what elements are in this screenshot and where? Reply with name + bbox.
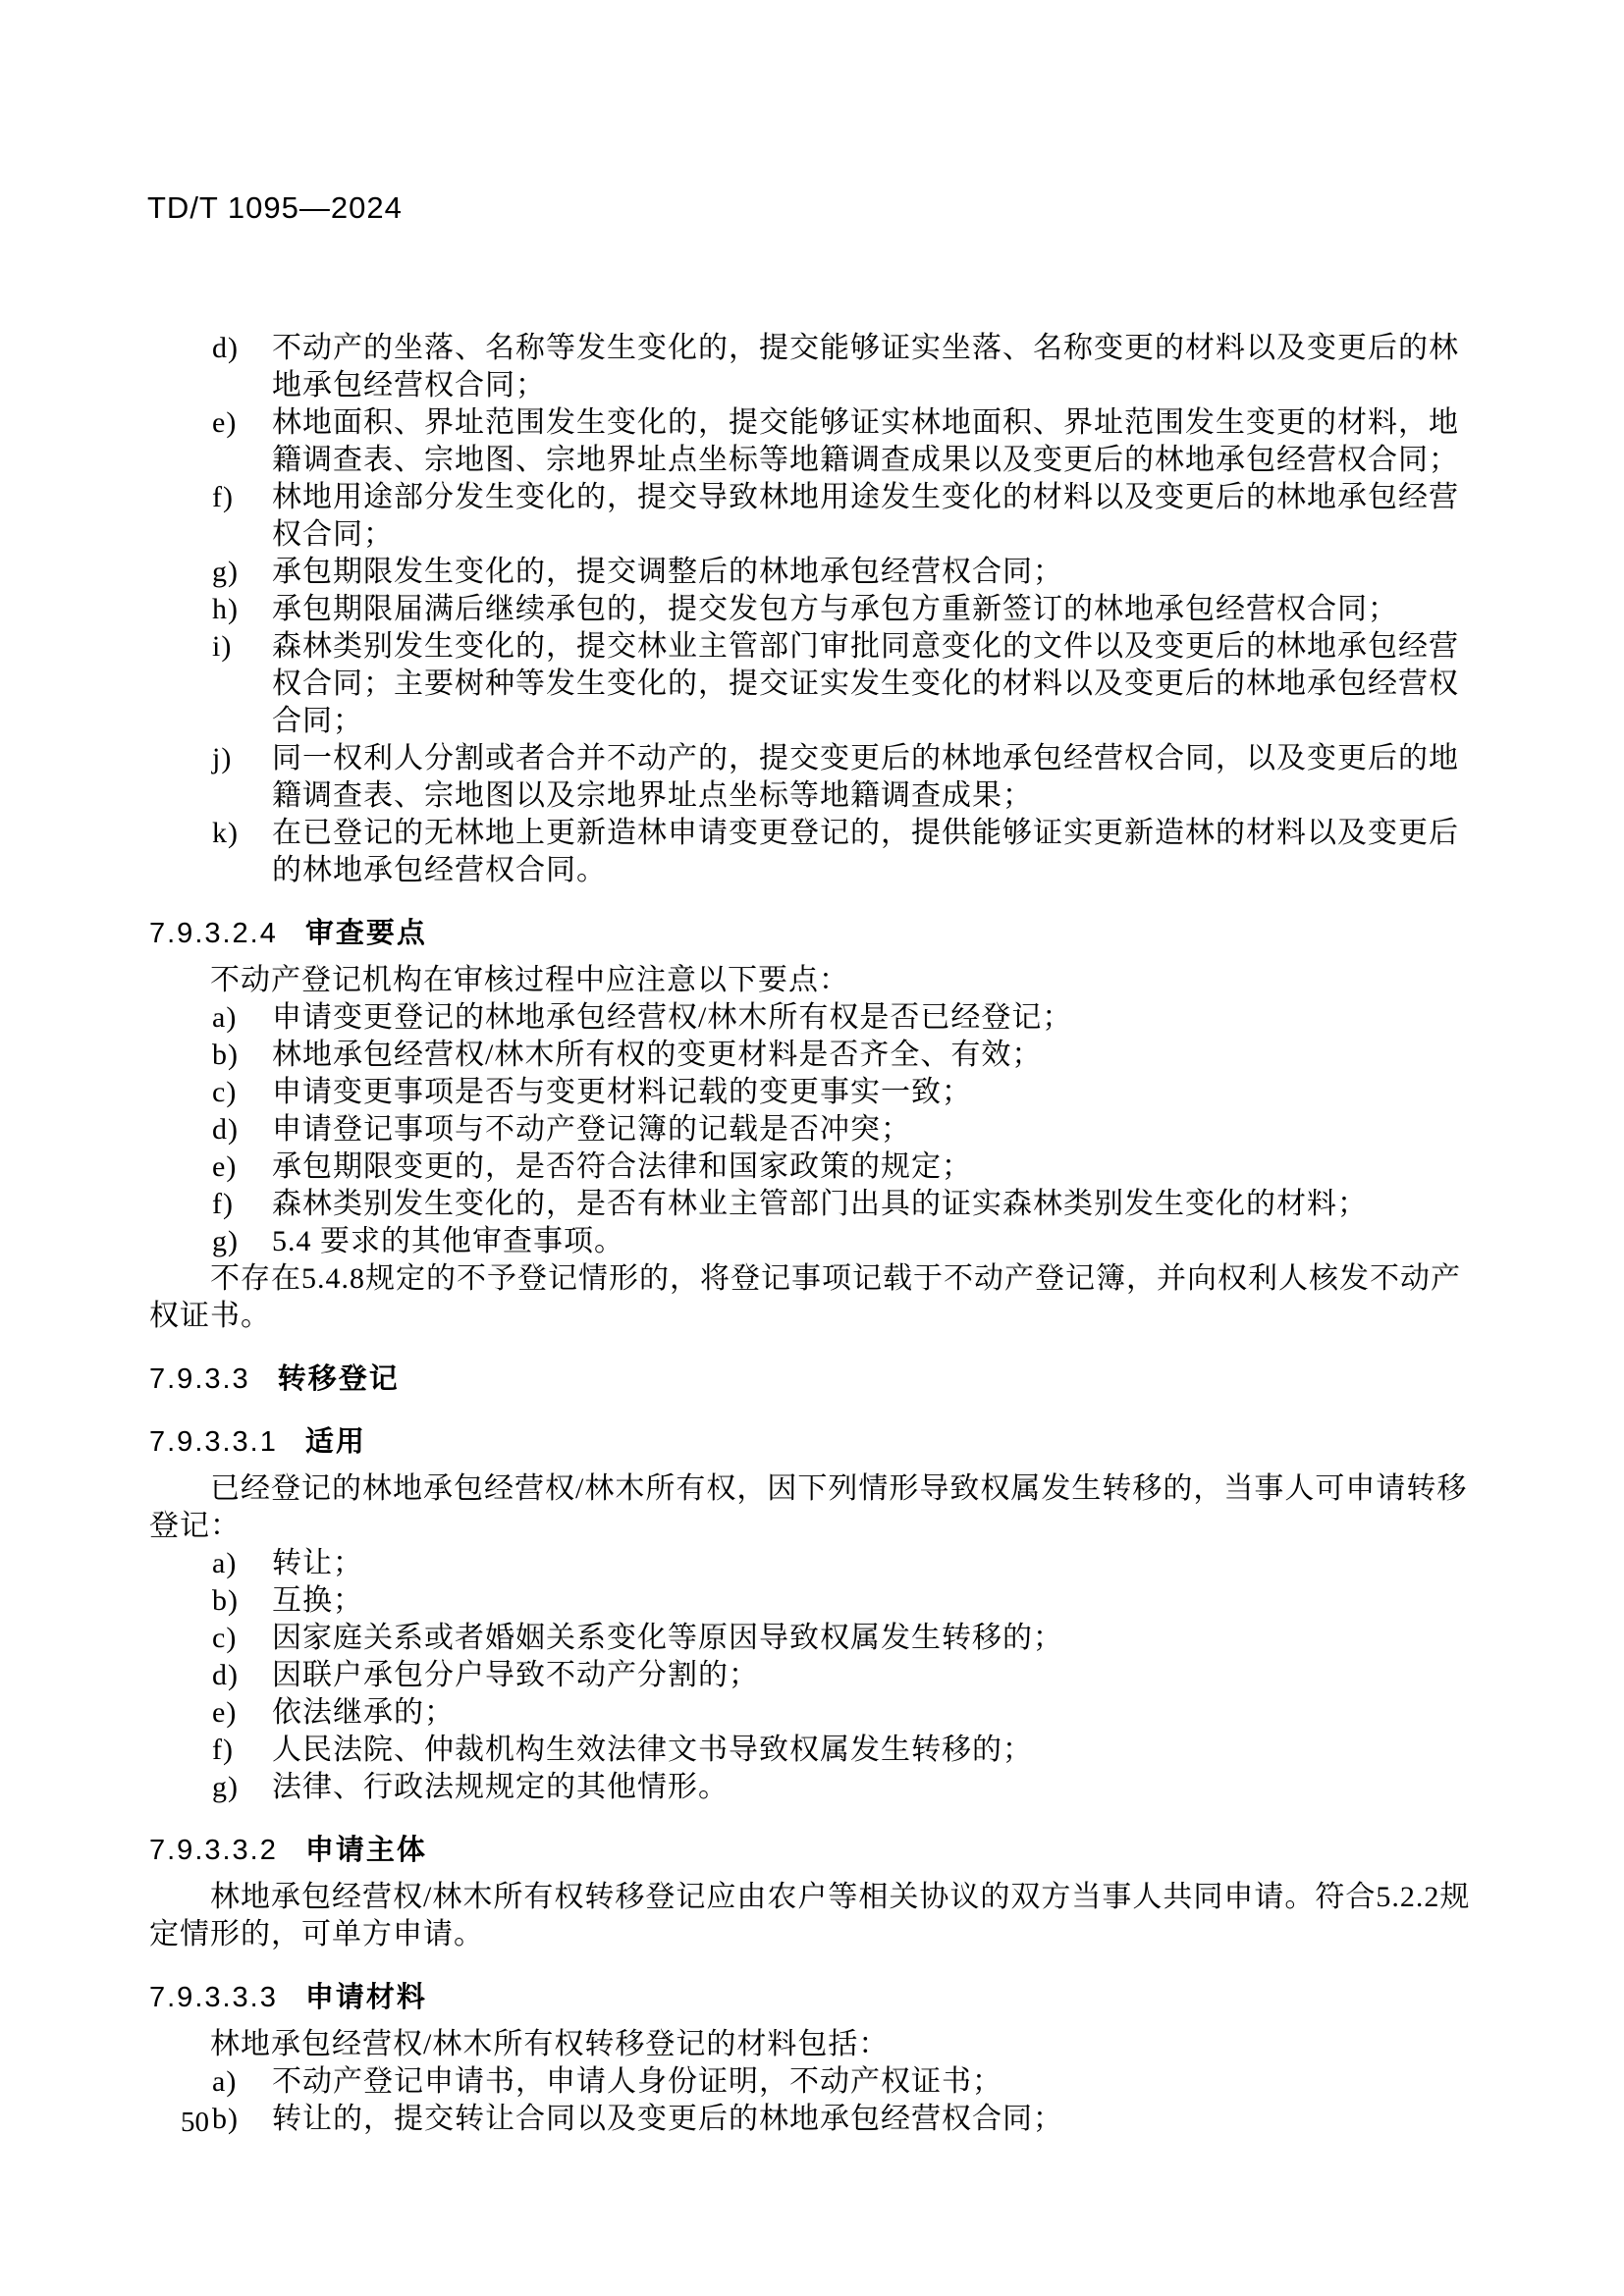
list-item-label: b) — [212, 1039, 239, 1071]
list-item-label: a) — [212, 1001, 238, 1034]
heading-number: 7.9.3.3.2 — [149, 1835, 278, 1866]
heading-title: 申请主体 — [304, 1835, 427, 1866]
list-item — [149, 1694, 1487, 1732]
heading-number: 7.9.3.3.3 — [149, 1982, 278, 2013]
list-item-text: 森林类别发生变化的，提交林业主管部门审批同意变化的文件以及变更后的林地承包经营权合同；主要树种等发生变化的，提交证实发生变化的材料以及变更后的林地承包经营权合同； — [272, 630, 1459, 737]
section-heading-transfer-apply — [149, 1423, 1487, 1461]
list-item — [149, 999, 1487, 1037]
list-item-e — [149, 404, 1487, 479]
list-item-k — [149, 815, 1487, 889]
list-item-g — [149, 554, 1487, 591]
list-item-h — [149, 591, 1487, 628]
list-item-label: e) — [212, 1150, 238, 1183]
list-item-label: d) — [212, 1659, 239, 1691]
section-heading-transfer — [149, 1361, 1487, 1398]
heading-number: 7.9.3.3 — [149, 1363, 250, 1395]
list-item-text: 不动产的坐落、名称等发生变化的，提交能够证实坐落、名称变更的材料以及变更后的林地承包经营权合同； — [272, 332, 1459, 401]
list-item-text: 转让； — [272, 1547, 363, 1579]
list-item-text: 法律、行政法规规定的其他情形。 — [272, 1771, 729, 1803]
heading-title: 审查要点 — [304, 918, 427, 949]
list-item-label: f) — [212, 481, 234, 513]
list-item-text: 林地用途部分发生变化的，提交导致林地用途发生变化的材料以及变更后的林地承包经营权合同； — [272, 481, 1459, 551]
list-item — [149, 2063, 1487, 2101]
list-item-label: j) — [212, 742, 233, 774]
list-item-label: g) — [212, 1771, 239, 1803]
list-item-label: g) — [212, 556, 239, 588]
page-body — [149, 330, 1487, 2138]
list-item-text: 申请变更事项是否与变更材料记载的变更事实一致； — [272, 1076, 972, 1108]
list-item-label: a) — [212, 1547, 238, 1579]
list-item-label: g) — [212, 1225, 239, 1257]
list-item-label: k) — [212, 817, 239, 849]
list-item-text: 因家庭关系或者婚姻关系变化等原因导致权属发生转移的； — [272, 1622, 1063, 1654]
list-item-text: 森林类别发生变化的，是否有林业主管部门出具的证实森林类别发生变化的材料； — [272, 1188, 1368, 1220]
list-item — [149, 1186, 1487, 1223]
section-heading-transfer-subject — [149, 1832, 1487, 1869]
list-item — [149, 1657, 1487, 1694]
list-item-text: 同一权利人分割或者合并不动产的，提交变更后的林地承包经营权合同，以及变更后的地籍调查表、宗地图以及宗地界址点坐标等地籍调查成果； — [272, 742, 1459, 812]
paragraph-review-closing: 不存在5.4.8规定的不予登记情形的，将登记事项记载于不动产登记簿，并向权利人核发不动产权证书。 — [149, 1262, 1461, 1332]
list-item-text: 承包期限届满后继续承包的，提交发包方与承包方重新签订的林地承包经营权合同； — [272, 593, 1398, 625]
list-item-text: 申请登记事项与不动产登记簿的记载是否冲突； — [272, 1113, 911, 1146]
list-item-text: 因联户承包分户导致不动产分割的； — [272, 1659, 759, 1691]
list-item — [149, 1037, 1487, 1074]
list-item-text: 承包期限变更的，是否符合法律和国家政策的规定； — [272, 1150, 972, 1183]
list-item-label: i) — [212, 630, 233, 663]
paragraph-transfer-materials-intro: 林地承包经营权/林木所有权转移登记的材料包括： — [210, 2028, 890, 2060]
list-item — [149, 1582, 1487, 1620]
list-item-label: b) — [212, 1584, 239, 1617]
list-item — [149, 1148, 1487, 1186]
list-item — [149, 1620, 1487, 1657]
list-item-text: 承包期限发生变化的，提交调整后的林地承包经营权合同； — [272, 556, 1063, 588]
list-item — [149, 1545, 1487, 1582]
list-item — [149, 2101, 1487, 2138]
list-item-d — [149, 330, 1487, 404]
list-item-text: 人民法院、仲裁机构生效法律文书导致权属发生转移的； — [272, 1734, 1033, 1766]
list-item-text: 在已登记的无林地上更新造林申请变更登记的，提供能够证实更新造林的材料以及变更后的林地承包经营权合同。 — [272, 817, 1459, 886]
paragraph-transfer-subject: 林地承包经营权/林木所有权转移登记应由农户等相关协议的双方当事人共同申请。符合5.2.2规定情形的，可单方申请。 — [149, 1881, 1471, 1950]
list-item-label: b) — [212, 2103, 239, 2135]
list-item-label: e) — [212, 1696, 238, 1729]
heading-number: 7.9.3.2.4 — [149, 918, 278, 949]
list-item-label: f) — [212, 1188, 234, 1220]
list-item-text: 申请变更登记的林地承包经营权/林木所有权是否已经登记； — [272, 1001, 1073, 1034]
list-item-f — [149, 479, 1487, 554]
page-number: 50 — [181, 2107, 209, 2138]
list-item-text: 林地承包经营权/林木所有权的变更材料是否齐全、有效； — [272, 1039, 1043, 1071]
list-item — [149, 1111, 1487, 1148]
list-item-label: a) — [212, 2065, 238, 2098]
section-heading-transfer-materials — [149, 1979, 1487, 2016]
list-item-label: h) — [212, 593, 239, 625]
list-item-text: 转让的，提交转让合同以及变更后的林地承包经营权合同； — [272, 2103, 1063, 2135]
list-item-label: f) — [212, 1734, 234, 1766]
list-item-text: 互换； — [272, 1584, 363, 1617]
list-item — [149, 1732, 1487, 1769]
list-item-label: e) — [212, 406, 238, 439]
list-item-text: 林地面积、界址范围发生变化的，提交能够证实林地面积、界址范围发生变更的材料，地籍调查表、宗地图、宗地界址点坐标等地籍调查成果以及变更后的林地承包经营权合同； — [272, 406, 1459, 476]
list-item-label: c) — [212, 1076, 238, 1108]
list-item-text: 不动产登记申请书，申请人身份证明，不动产权证书； — [272, 2065, 1002, 2098]
paragraph-transfer-apply-intro: 已经登记的林地承包经营权/林木所有权，因下列情形导致权属发生转移的，当事人可申请转移登记： — [149, 1472, 1468, 1542]
list-item-label: d) — [212, 1113, 239, 1146]
list-item — [149, 1223, 1487, 1260]
list-item — [149, 1074, 1487, 1111]
list-item-label: c) — [212, 1622, 238, 1654]
heading-title: 适用 — [304, 1426, 366, 1458]
list-item — [149, 1769, 1487, 1806]
list-item-text: 5.4 要求的其他审查事项。 — [272, 1225, 624, 1257]
paragraph-review-intro: 不动产登记机构在审核过程中应注意以下要点： — [210, 964, 849, 996]
list-item-label: d) — [212, 332, 239, 364]
heading-title: 申请材料 — [304, 1982, 427, 2013]
list-item-j — [149, 740, 1487, 815]
list-item-i — [149, 628, 1487, 740]
section-heading-review — [149, 915, 1487, 952]
list-item-text: 依法继承的； — [272, 1696, 455, 1729]
heading-number: 7.9.3.3.1 — [149, 1426, 278, 1458]
doc-code: TD/T 1095—2024 — [147, 190, 403, 225]
heading-title: 转移登记 — [277, 1363, 400, 1395]
